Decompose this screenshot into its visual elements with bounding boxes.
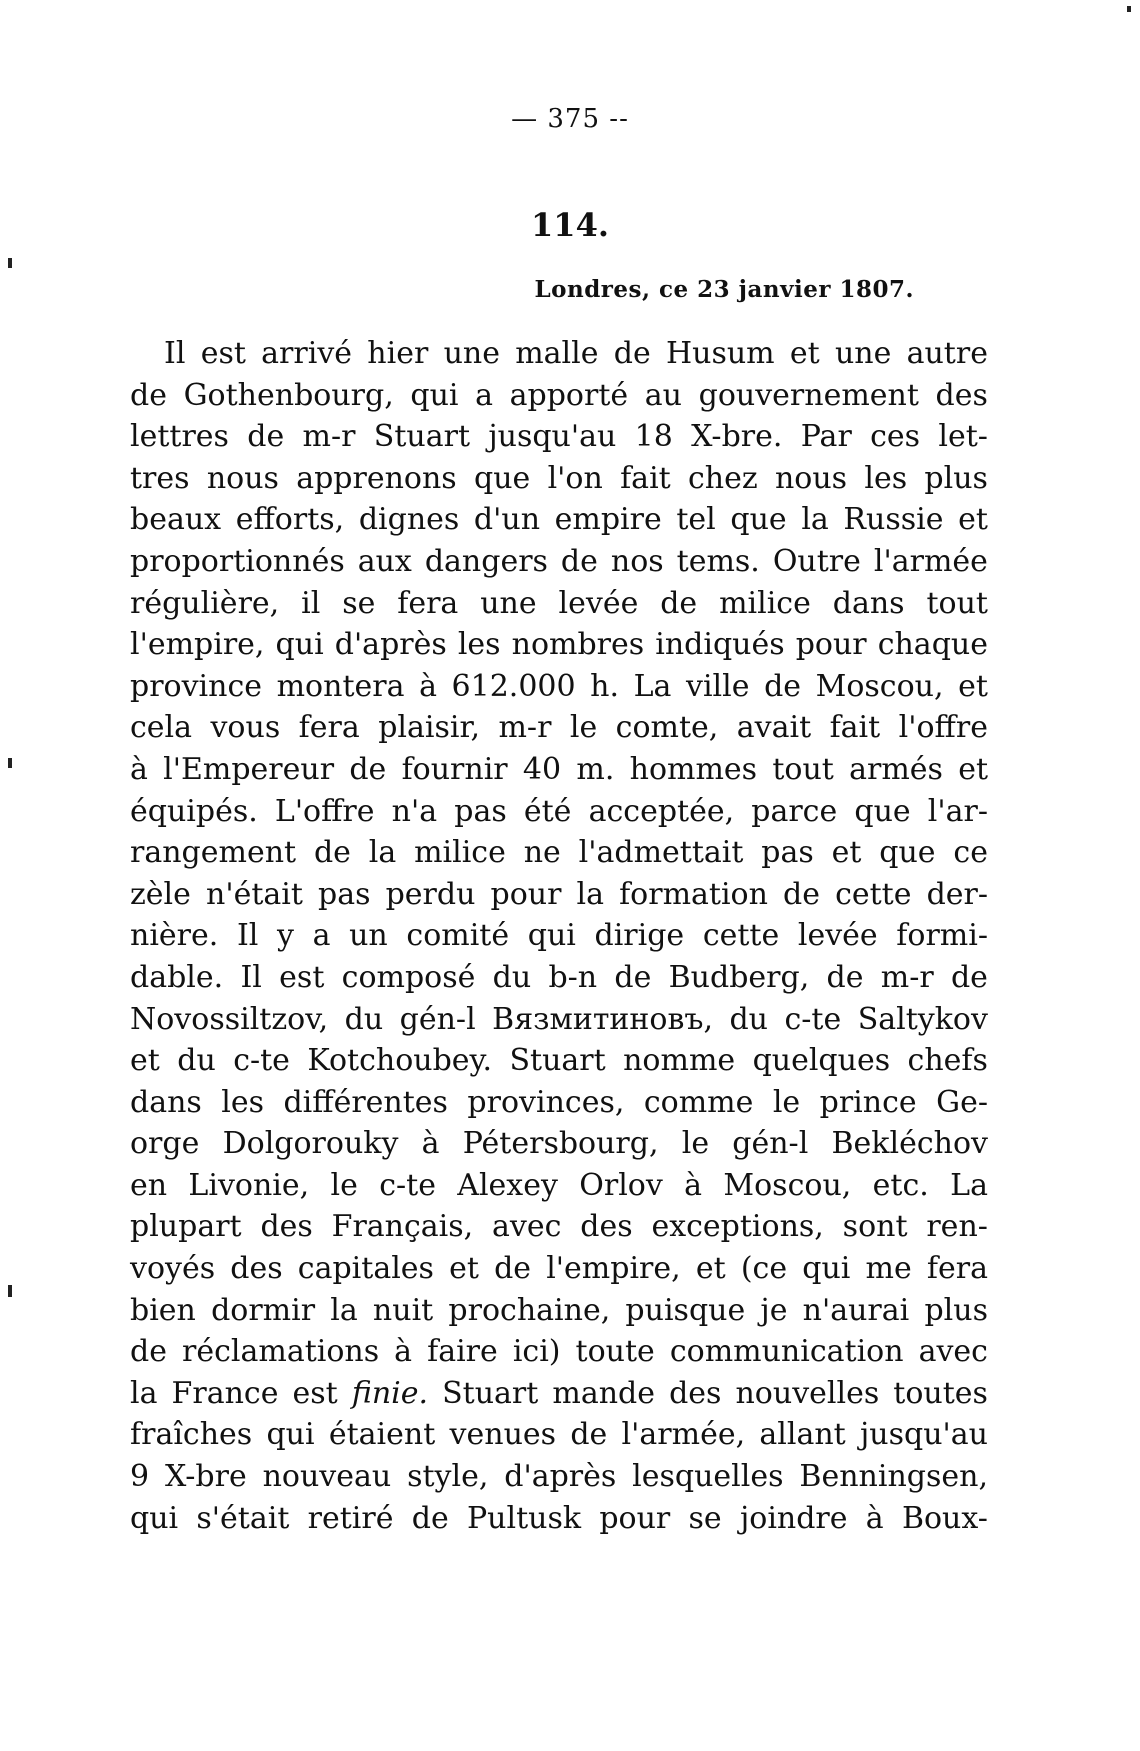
text-line: lettres de m-r Stuart jusqu'au 18 X-bre. Par ces let-	[130, 419, 988, 455]
text-line: à l'Empereur de fournir 40 m. hommes tout armés et	[130, 751, 988, 787]
text-line: en Livonie, le c-te Alexey Orlov à Moscou, etc. La	[130, 1167, 988, 1203]
text-line: la France est finie. Stuart mande des nouvelles toutes	[130, 1375, 988, 1411]
text-line: beaux efforts, dignes d'un empire tel que la Russie et	[130, 502, 988, 538]
text-line: qui s'était retiré de Pultusk pour se joindre à Boux-	[130, 1500, 988, 1536]
text-line: plupart des Français, avec des exceptions, sont ren-	[130, 1209, 988, 1245]
text-line: fraîches qui étaient venues de l'armée, allant jusqu'au	[130, 1417, 988, 1453]
text-line: de Gothenbourg, qui a apporté au gouvernement des	[130, 377, 988, 413]
text-line: Novossiltzov, du gén-l Вязмитиновъ, du c-te Saltykov	[130, 1001, 988, 1037]
scan-mark	[1127, 6, 1131, 12]
letter-body	[130, 333, 988, 1539]
scan-mark	[8, 758, 12, 768]
letter-number: 114.	[531, 206, 609, 244]
text-line: rangement de la milice ne l'admettait pas et que ce	[130, 835, 988, 871]
text-line: l'empire, qui d'après les nombres indiqués pour chaque	[130, 627, 988, 663]
text-line: proportionnés aux dangers de nos tems. Outre l'armée	[130, 543, 988, 579]
text-line: et du c-te Kotchoubey. Stuart nomme quelques chefs	[130, 1043, 988, 1079]
text-line: nière. Il y a un comité qui dirige cette levée formi-	[130, 918, 988, 954]
text-line: tres nous apprenons que l'on fait chez nous les plus	[130, 460, 988, 496]
dateline: Londres, ce 23 janvier 1807.	[534, 276, 914, 303]
text-line: cela vous fera plaisir, m-r le comte, avait fait l'offre	[130, 710, 988, 746]
text-line: province montera à 612.000 h. La ville de Moscou, et	[130, 668, 988, 704]
text-line: équipés. L'offre n'a pas été acceptée, parce que l'ar-	[130, 793, 988, 829]
text-line: 9 X-bre nouveau style, d'après lesquelles Benningsen,	[130, 1459, 988, 1495]
text-line: bien dormir la nuit prochaine, puisque je n'aurai plus	[130, 1292, 988, 1328]
text-line: dable. Il est composé du b-n de Budberg, de m-r de	[130, 959, 988, 995]
text-line: Il est arrivé hier une malle de Husum et une autre	[164, 336, 988, 371]
page-number: — 375 --	[511, 104, 629, 134]
text-line: dans les différentes provinces, comme le prince Ge-	[130, 1084, 988, 1120]
scan-mark	[8, 1285, 12, 1297]
text-line: zèle n'était pas perdu pour la formation de cette der-	[130, 876, 988, 912]
text-line: de réclamations à faire ici) toute communication avec	[130, 1334, 988, 1370]
scan-mark	[8, 258, 12, 268]
text-line: régulière, il se fera une levée de milice dans tout	[130, 585, 988, 621]
text-line: voyés des capitales et de l'empire, et (ce qui me fera	[130, 1251, 988, 1287]
text-line: orge Dolgorouky à Pétersbourg, le gén-l Bekléchov	[130, 1126, 988, 1162]
